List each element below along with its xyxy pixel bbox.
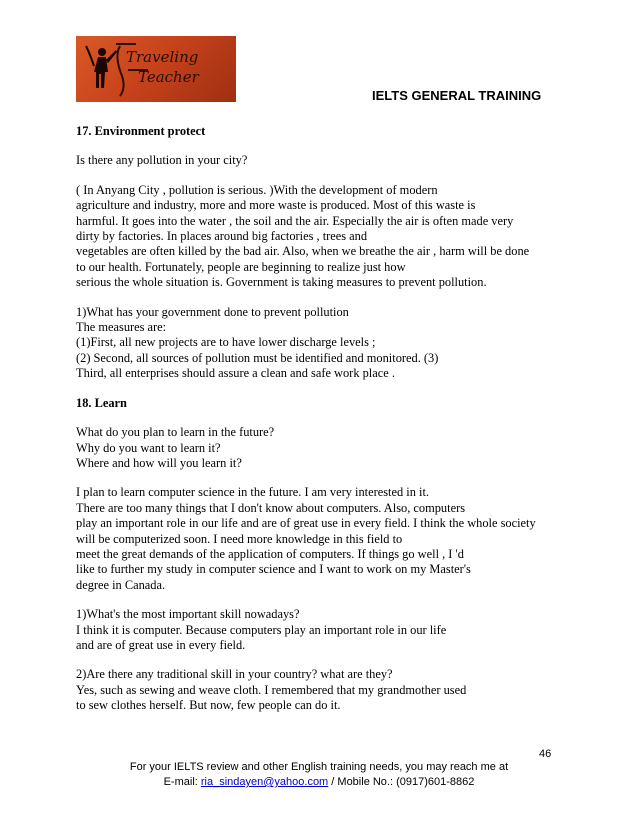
footer-line-1: For your IELTS review and other English training needs, you may reach me at xyxy=(129,761,509,773)
paragraph-line: and are of great use in every field. xyxy=(76,637,246,652)
paragraph-line: meet the great demands of the application of computers. If things go well , I 'd xyxy=(76,546,464,561)
paragraph-line: 2)Are there any traditional skill in your country? what are they? xyxy=(76,667,393,682)
paragraph-line: degree in Canada. xyxy=(76,577,166,592)
paragraph-line: Why do you want to learn it? xyxy=(76,440,221,455)
paragraph-line: What do you plan to learn in the future? xyxy=(76,425,275,440)
paragraph-line: ( In Anyang City , pollution is serious. )With the development of modern xyxy=(76,182,438,197)
paragraph-line: play an important role in our life and are of great use in every field. I think the whole society xyxy=(76,516,536,531)
page-footer xyxy=(0,760,638,790)
paragraph-line: like to further my study in computer science and I want to work on my Master's xyxy=(76,562,471,577)
paragraph-line: to sew clothes herself. But now, few people can do it. xyxy=(76,698,341,713)
email-link[interactable]: ria_sindayen@yahoo.com xyxy=(200,776,329,788)
footer-line-2 xyxy=(0,775,638,790)
paragraph-line: Where and how will you learn it? xyxy=(76,455,242,470)
paragraph-line: I think it is computer. Because computers play an important role in our life xyxy=(76,622,447,637)
page-header-title: IELTS GENERAL TRAINING xyxy=(372,88,542,103)
paragraph-line: (1)First, all new projects are to have lower discharge levels ; xyxy=(76,335,376,350)
mobile-number: / Mobile No.: (0917)601-8862 xyxy=(328,776,475,788)
paragraph-line: Third, all enterprises should assure a clean and safe work place . xyxy=(76,366,395,381)
paragraph-line: Yes, such as sewing and weave cloth. I remembered that my grandmother used xyxy=(76,682,467,697)
paragraph-line: serious the whole situation is. Government is taking measures to prevent pollution. xyxy=(76,275,487,290)
page-number: 46 xyxy=(539,748,552,760)
email-label: E-mail: xyxy=(163,776,201,788)
section-18-heading: 18. Learn xyxy=(76,395,127,410)
paragraph-line: The measures are: xyxy=(76,320,167,335)
paragraph-line: (2) Second, all sources of pollution must be identified and monitored. (3) xyxy=(76,350,439,365)
section-17-question: Is there any pollution in your city? xyxy=(76,153,248,168)
paragraph-line: vegetables are often killed by the bad air. Also, when we breathe the air , harm will be done xyxy=(76,244,530,259)
paragraph-line: dirty by factories. In places around big factories , trees and xyxy=(76,229,368,244)
paragraph-line: 1)What has your government done to prevent pollution xyxy=(76,304,349,319)
paragraph-line: will be computerized soon. I need more knowledge in this field to xyxy=(76,531,403,546)
paragraph-line: harmful. It goes into the water , the soil and the air. Especially the air is often made very xyxy=(76,213,514,228)
document-body xyxy=(76,124,576,714)
logo-line-2: Teacher xyxy=(138,68,199,86)
paragraph-line: agriculture and industry, more and more waste is produced. Most of this waste is xyxy=(76,198,476,213)
paragraph-line: 1)What's the most important skill nowadays? xyxy=(76,607,300,622)
paragraph-line: to our health. Fortunately, people are beginning to realize just how xyxy=(76,259,406,274)
logo-line-1: Traveling xyxy=(126,48,199,66)
section-17-heading: 17. Environment protect xyxy=(76,124,206,138)
traveling-teacher-logo xyxy=(76,36,236,102)
paragraph-line: There are too many things that I don't know about computers. Also, computers xyxy=(76,500,466,515)
paragraph-line: I plan to learn computer science in the future. I am very interested in it. xyxy=(76,485,429,500)
